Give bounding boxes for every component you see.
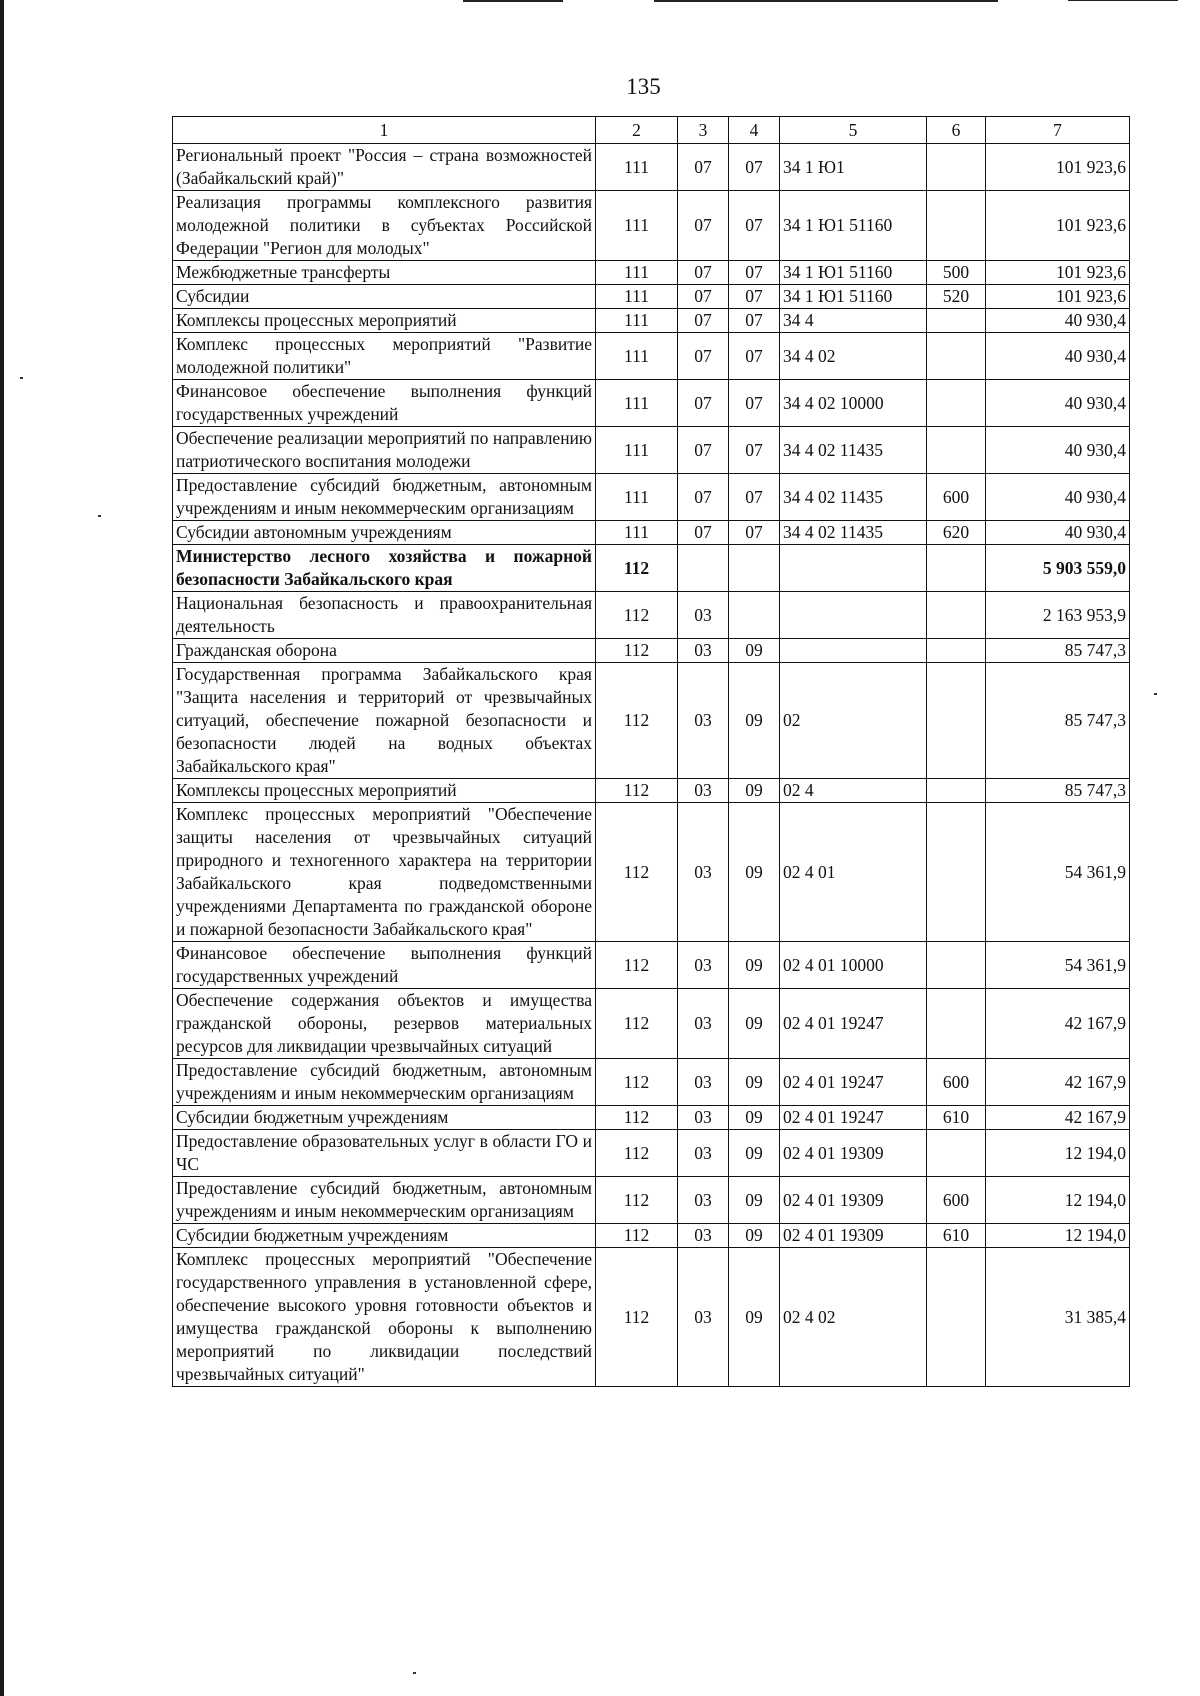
row-code-cell: 111 (596, 285, 678, 309)
scan-top-rule (654, 0, 998, 2)
row-code-cell: 112 (596, 989, 678, 1059)
row-name-cell: Финансовое обеспечение выполнения функций государственных учреждений (173, 942, 596, 989)
row-section-cell: 03 (678, 639, 729, 663)
row-subsection-cell: 07 (729, 474, 780, 521)
row-section-cell: 07 (678, 333, 729, 380)
table-row (173, 1177, 1130, 1224)
row-expense-type-cell (927, 309, 986, 333)
table-row (173, 380, 1130, 427)
row-subsection-cell: 07 (729, 333, 780, 380)
row-amount-cell: 40 930,4 (986, 521, 1130, 545)
scan-speck (1154, 693, 1157, 695)
row-expense-type-cell (927, 803, 986, 942)
row-subsection-cell: 07 (729, 309, 780, 333)
row-target-code-cell: 02 4 01 19309 (780, 1177, 927, 1224)
row-amount-cell: 31 385,4 (986, 1248, 1130, 1387)
row-code-cell: 111 (596, 261, 678, 285)
row-section-cell: 03 (678, 942, 729, 989)
row-name-cell: Региональный проект "Россия – страна возможностей (Забайкальский край)" (173, 144, 596, 191)
row-subsection-cell: 09 (729, 803, 780, 942)
row-section-cell: 07 (678, 285, 729, 309)
table-row (173, 1224, 1130, 1248)
row-subsection-cell: 07 (729, 427, 780, 474)
row-name-cell: Предоставление субсидий бюджетным, автономным учреждениям и иным некоммерческим организациям (173, 1059, 596, 1106)
row-name-cell: Субсидии бюджетным учреждениям (173, 1106, 596, 1130)
row-amount-cell: 101 923,6 (986, 191, 1130, 261)
row-amount-cell: 12 194,0 (986, 1130, 1130, 1177)
table-row (173, 333, 1130, 380)
row-code-cell: 112 (596, 1106, 678, 1130)
header-cell: 1 (173, 117, 596, 144)
row-subsection-cell: 07 (729, 285, 780, 309)
row-section-cell: 07 (678, 521, 729, 545)
row-name-cell: Финансовое обеспечение выполнения функций государственных учреждений (173, 380, 596, 427)
row-code-cell: 111 (596, 474, 678, 521)
row-code-cell: 111 (596, 521, 678, 545)
row-name-cell: Субсидии автономным учреждениям (173, 521, 596, 545)
row-code-cell: 112 (596, 545, 678, 592)
row-expense-type-cell (927, 639, 986, 663)
row-name-cell: Предоставление субсидий бюджетным, автономным учреждениям и иным некоммерческим организациям (173, 474, 596, 521)
row-target-code-cell: 34 1 Ю1 51160 (780, 191, 927, 261)
row-amount-cell: 54 361,9 (986, 942, 1130, 989)
table-row (173, 942, 1130, 989)
table-row (173, 474, 1130, 521)
header-cell: 6 (927, 117, 986, 144)
row-target-code-cell: 34 4 02 11435 (780, 521, 927, 545)
row-amount-cell: 54 361,9 (986, 803, 1130, 942)
row-section-cell: 03 (678, 1177, 729, 1224)
row-expense-type-cell (927, 144, 986, 191)
row-amount-cell: 12 194,0 (986, 1177, 1130, 1224)
row-code-cell: 112 (596, 1248, 678, 1387)
row-expense-type-cell (927, 1130, 986, 1177)
row-section-cell: 03 (678, 1248, 729, 1387)
row-code-cell: 111 (596, 309, 678, 333)
row-amount-cell: 85 747,3 (986, 779, 1130, 803)
row-target-code-cell: 34 4 02 11435 (780, 427, 927, 474)
row-name-cell: Гражданская оборона (173, 639, 596, 663)
header-cell: 3 (678, 117, 729, 144)
row-subsection-cell: 07 (729, 191, 780, 261)
row-target-code-cell: 02 4 01 (780, 803, 927, 942)
row-expense-type-cell (927, 942, 986, 989)
row-amount-cell: 85 747,3 (986, 639, 1130, 663)
table-row (173, 663, 1130, 779)
row-code-cell: 112 (596, 1177, 678, 1224)
row-expense-type-cell: 600 (927, 1177, 986, 1224)
row-target-code-cell: 34 1 Ю1 51160 (780, 261, 927, 285)
row-expense-type-cell (927, 191, 986, 261)
row-target-code-cell: 02 4 01 19247 (780, 1059, 927, 1106)
row-amount-cell: 40 930,4 (986, 474, 1130, 521)
row-section-cell: 07 (678, 380, 729, 427)
row-code-cell: 112 (596, 663, 678, 779)
row-subsection-cell: 09 (729, 1224, 780, 1248)
scan-top-rule (1068, 0, 1178, 1)
row-target-code-cell: 34 4 02 (780, 333, 927, 380)
row-expense-type-cell (927, 545, 986, 592)
scan-speck (98, 515, 101, 517)
table-row (173, 261, 1130, 285)
table-row (173, 144, 1130, 191)
row-code-cell: 112 (596, 1130, 678, 1177)
row-subsection-cell: 07 (729, 261, 780, 285)
row-section-cell: 03 (678, 1059, 729, 1106)
row-code-cell: 112 (596, 1224, 678, 1248)
row-subsection-cell: 09 (729, 1177, 780, 1224)
row-target-code-cell: 34 1 Ю1 51160 (780, 285, 927, 309)
row-subsection-cell: 07 (729, 144, 780, 191)
row-amount-cell: 42 167,9 (986, 1106, 1130, 1130)
row-target-code-cell: 02 4 01 19309 (780, 1224, 927, 1248)
row-target-code-cell (780, 545, 927, 592)
row-section-cell: 03 (678, 989, 729, 1059)
table-row (173, 545, 1130, 592)
table-row (173, 285, 1130, 309)
table-row (173, 639, 1130, 663)
row-name-cell: Национальная безопасность и правоохранительная деятельность (173, 592, 596, 639)
row-target-code-cell: 02 4 (780, 779, 927, 803)
row-expense-type-cell: 600 (927, 1059, 986, 1106)
header-cell: 5 (780, 117, 927, 144)
row-amount-cell: 40 930,4 (986, 380, 1130, 427)
row-target-code-cell: 02 4 02 (780, 1248, 927, 1387)
row-expense-type-cell: 500 (927, 261, 986, 285)
row-code-cell: 111 (596, 333, 678, 380)
row-name-cell: Комплекс процессных мероприятий "Обеспечение государственного управления в установленной сфере, обеспечение высокого уровня готовности объектов и имущества гражданской обороны к выполнению мероприятий по ликвидации последствий чрезвычайных ситуаций" (173, 1248, 596, 1387)
row-subsection-cell: 09 (729, 639, 780, 663)
scan-speck (413, 1672, 416, 1674)
row-subsection-cell (729, 545, 780, 592)
table-row (173, 521, 1130, 545)
row-expense-type-cell (927, 427, 986, 474)
budget-table-body (173, 117, 1130, 1387)
row-subsection-cell: 09 (729, 1059, 780, 1106)
row-amount-cell: 12 194,0 (986, 1224, 1130, 1248)
row-subsection-cell: 09 (729, 1130, 780, 1177)
row-subsection-cell: 07 (729, 380, 780, 427)
header-cell: 2 (596, 117, 678, 144)
scan-speck (20, 377, 23, 379)
table-row (173, 989, 1130, 1059)
row-code-cell: 112 (596, 592, 678, 639)
header-cell: 4 (729, 117, 780, 144)
scan-top-rule (463, 0, 563, 2)
row-code-cell: 111 (596, 191, 678, 261)
row-expense-type-cell: 620 (927, 521, 986, 545)
row-amount-cell: 42 167,9 (986, 989, 1130, 1059)
row-code-cell: 112 (596, 1059, 678, 1106)
row-amount-cell: 85 747,3 (986, 663, 1130, 779)
row-expense-type-cell: 610 (927, 1106, 986, 1130)
row-code-cell: 112 (596, 779, 678, 803)
row-section-cell: 03 (678, 779, 729, 803)
row-section-cell: 03 (678, 803, 729, 942)
row-code-cell: 111 (596, 427, 678, 474)
row-section-cell: 03 (678, 592, 729, 639)
table-row (173, 803, 1130, 942)
row-amount-cell: 40 930,4 (986, 333, 1130, 380)
row-expense-type-cell (927, 1248, 986, 1387)
row-subsection-cell: 09 (729, 1106, 780, 1130)
row-amount-cell: 2 163 953,9 (986, 592, 1130, 639)
table-row (173, 1106, 1130, 1130)
row-target-code-cell (780, 639, 927, 663)
table-row (173, 1059, 1130, 1106)
row-section-cell: 03 (678, 663, 729, 779)
row-expense-type-cell: 610 (927, 1224, 986, 1248)
row-expense-type-cell (927, 333, 986, 380)
row-section-cell (678, 545, 729, 592)
row-section-cell: 07 (678, 191, 729, 261)
row-expense-type-cell (927, 779, 986, 803)
row-amount-cell: 101 923,6 (986, 144, 1130, 191)
row-name-cell: Комплекс процессных мероприятий "Развитие молодежной политики" (173, 333, 596, 380)
row-expense-type-cell (927, 989, 986, 1059)
row-subsection-cell: 09 (729, 942, 780, 989)
row-name-cell: Реализация программы комплексного развития молодежной политики в субъектах Российской Федерации "Регион для молодых" (173, 191, 596, 261)
row-target-code-cell: 34 4 (780, 309, 927, 333)
row-amount-cell: 42 167,9 (986, 1059, 1130, 1106)
row-section-cell: 03 (678, 1224, 729, 1248)
row-name-cell: Предоставление субсидий бюджетным, автономным учреждениям и иным некоммерческим организациям (173, 1177, 596, 1224)
table-row (173, 1248, 1130, 1387)
row-name-cell: Субсидии (173, 285, 596, 309)
row-target-code-cell: 02 4 01 19309 (780, 1130, 927, 1177)
row-subsection-cell (729, 592, 780, 639)
table-row (173, 592, 1130, 639)
row-section-cell: 03 (678, 1130, 729, 1177)
row-section-cell: 07 (678, 427, 729, 474)
page-number: 135 (626, 74, 661, 99)
row-subsection-cell: 09 (729, 989, 780, 1059)
row-expense-type-cell (927, 380, 986, 427)
row-section-cell: 03 (678, 1106, 729, 1130)
row-subsection-cell: 07 (729, 521, 780, 545)
row-code-cell: 112 (596, 639, 678, 663)
row-name-cell: Обеспечение реализации мероприятий по направлению патриотического воспитания молодежи (173, 427, 596, 474)
row-target-code-cell: 34 4 02 11435 (780, 474, 927, 521)
row-section-cell: 07 (678, 309, 729, 333)
table-row (173, 1130, 1130, 1177)
row-subsection-cell: 09 (729, 663, 780, 779)
header-cell: 7 (986, 117, 1130, 144)
row-expense-type-cell (927, 663, 986, 779)
row-amount-cell: 40 930,4 (986, 427, 1130, 474)
row-target-code-cell: 02 4 01 19247 (780, 1106, 927, 1130)
row-name-cell: Государственная программа Забайкальского края "Защита населения и территорий от чрезвычайных ситуаций, обеспечение пожарной безопасности и безопасности людей на водных объектах Забайкальского края" (173, 663, 596, 779)
row-amount-cell: 40 930,4 (986, 309, 1130, 333)
table-header-row (173, 117, 1130, 144)
row-section-cell: 07 (678, 474, 729, 521)
row-target-code-cell: 34 1 Ю1 (780, 144, 927, 191)
row-section-cell: 07 (678, 261, 729, 285)
row-target-code-cell: 02 4 01 10000 (780, 942, 927, 989)
table-row (173, 191, 1130, 261)
row-code-cell: 112 (596, 942, 678, 989)
row-name-cell: Комплексы процессных мероприятий (173, 309, 596, 333)
row-expense-type-cell: 520 (927, 285, 986, 309)
row-name-cell: Предоставление образовательных услуг в области ГО и ЧС (173, 1130, 596, 1177)
row-expense-type-cell: 600 (927, 474, 986, 521)
row-target-code-cell (780, 592, 927, 639)
budget-table (172, 116, 1130, 1387)
row-name-cell: Обеспечение содержания объектов и имущества гражданской обороны, резервов материальных ресурсов для ликвидации чрезвычайных ситуаций (173, 989, 596, 1059)
row-subsection-cell: 09 (729, 779, 780, 803)
row-code-cell: 112 (596, 803, 678, 942)
table-row (173, 427, 1130, 474)
row-name-cell: Министерство лесного хозяйства и пожарной безопасности Забайкальского края (173, 545, 596, 592)
row-target-code-cell: 34 4 02 10000 (780, 380, 927, 427)
row-name-cell: Комплекс процессных мероприятий "Обеспечение защиты населения от чрезвычайных ситуаций природного и техногенного характера на территории Забайкальского края подведомственными учреждениями Департамента по гражданской обороне и пожарной безопасности Забайкальского края" (173, 803, 596, 942)
row-name-cell: Субсидии бюджетным учреждениям (173, 1224, 596, 1248)
row-amount-cell: 101 923,6 (986, 261, 1130, 285)
table-row (173, 309, 1130, 333)
row-expense-type-cell (927, 592, 986, 639)
row-section-cell: 07 (678, 144, 729, 191)
scan-left-edge (0, 0, 4, 1696)
row-amount-cell: 5 903 559,0 (986, 545, 1130, 592)
row-code-cell: 111 (596, 144, 678, 191)
table-row (173, 779, 1130, 803)
row-target-code-cell: 02 (780, 663, 927, 779)
row-code-cell: 111 (596, 380, 678, 427)
row-amount-cell: 101 923,6 (986, 285, 1130, 309)
row-name-cell: Комплексы процессных мероприятий (173, 779, 596, 803)
row-name-cell: Межбюджетные трансферты (173, 261, 596, 285)
row-target-code-cell: 02 4 01 19247 (780, 989, 927, 1059)
row-subsection-cell: 09 (729, 1248, 780, 1387)
